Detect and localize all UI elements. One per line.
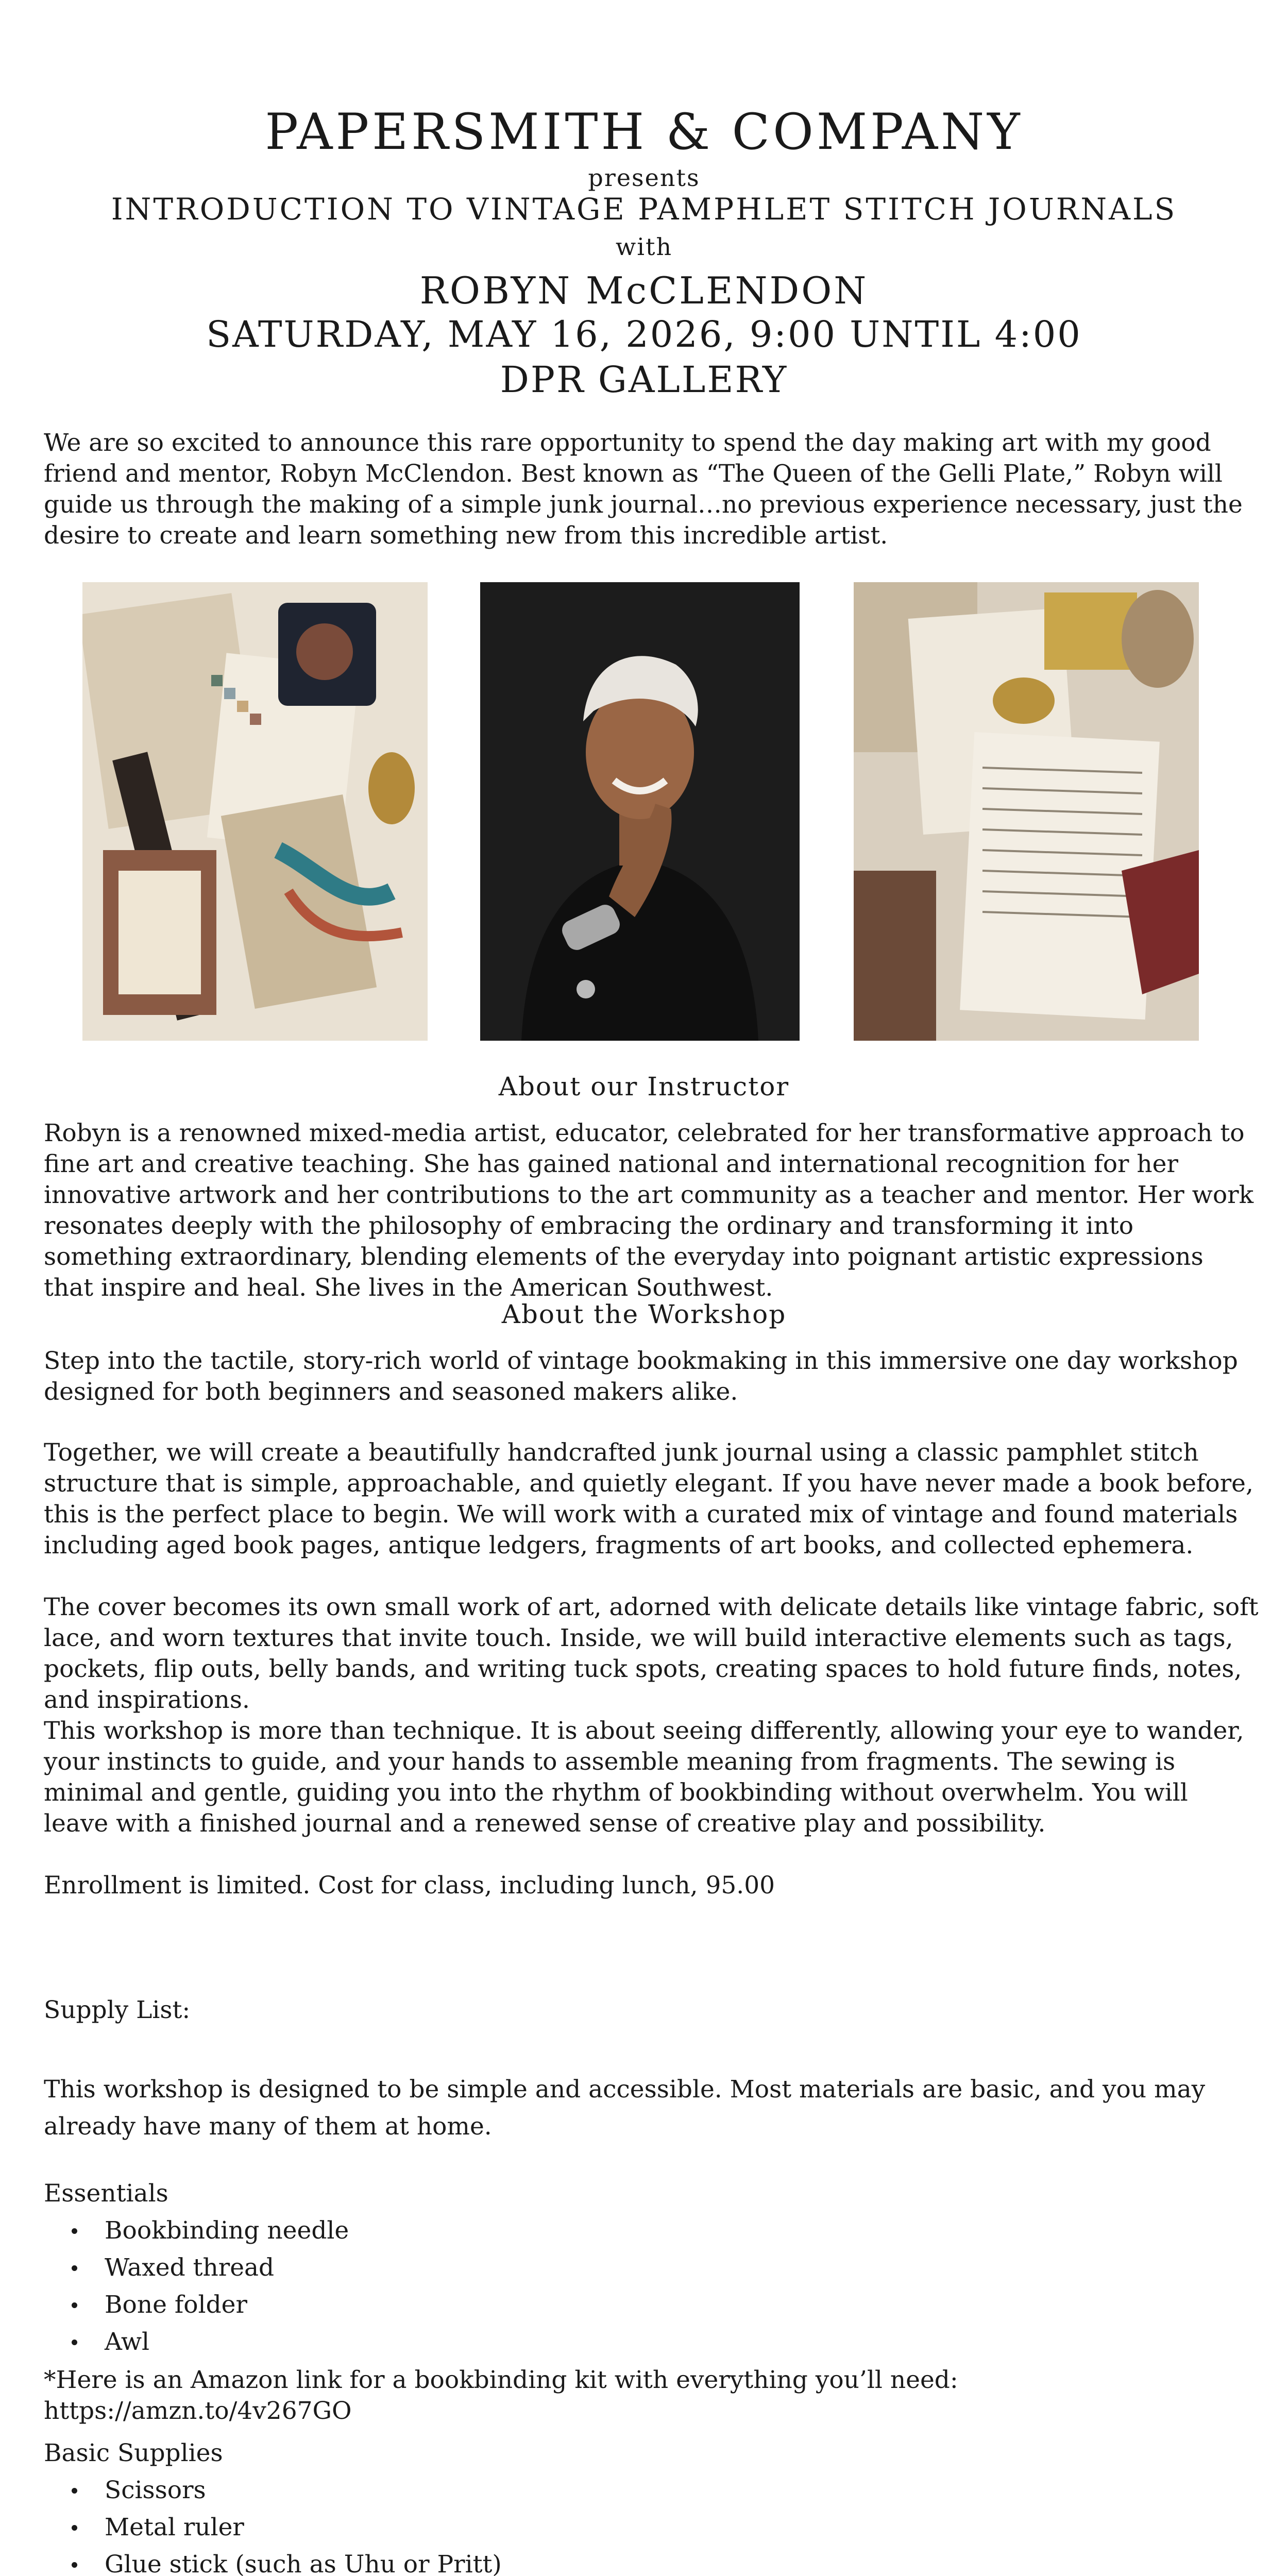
vintage-journal-collage-photo [82, 582, 428, 1041]
essentials-label: Essentials [44, 2179, 168, 2208]
basic-supplies-label: Basic Supplies [44, 2439, 223, 2467]
company-name: PAPERSMITH & COMPANY [265, 103, 1023, 161]
presents-line: presents [588, 164, 700, 192]
list-item: Metal ruler [105, 2509, 502, 2546]
instructor-name: ROBYN McCLENDON [419, 269, 869, 312]
supply-intro: This workshop is designed to be simple and accessible. Most materials are basic, and you may already have many of them at home. [44, 2075, 1206, 2141]
event-venue: DPR GALLERY [500, 359, 788, 401]
instructor-heading: About our Instructor [498, 1072, 790, 1101]
list-item: Scissors [105, 2472, 502, 2509]
event-date: SATURDAY, MAY 16, 2026, 9:00 UNTIL 4:00 [206, 313, 1082, 355]
workshop-paragraph-2: Together, we will create a beautifully handcrafted junk journal using a classic pamphlet stitch structure that is simple, approachable, and quietly elegant. If you have never made a book before, this is the perfect place to begin. We will work with a curated mix of vintage and found materials including aged book pages, antique ledgers, fragments of art books, and collected ephemera. [44, 1438, 1253, 1560]
workshop-paragraph-4: This workshop is more than technique. It is about seeing differently, allowing your eye to wander, your instincts to guide, and your hands to assemble meaning from fragments. The sewing is minimal and gentle, guiding you into the rhythm of bookbinding without overwhelm. You will leave with a finished journal and a renewed sense of creative play and possibility. [44, 1717, 1244, 1838]
workshop-paragraph-1: Step into the tactile, story-rich world of vintage bookmaking in this immersive one day workshop designed for both beginners and seasoned makers alike. [44, 1347, 1238, 1406]
intro-paragraph: We are so excited to announce this rare opportunity to spend the day making art with my good friend and mentor, Robyn McClendon. Best known as “The Queen of the Gelli Plate,” Robyn will guide us through the making of a simple junk journal…no previous experience necessary, just the desire to create and learn something new from this incredible artist. [44, 429, 1243, 550]
list-item: Awl [105, 2324, 349, 2361]
list-item: Bone folder [105, 2286, 349, 2324]
workshop-heading: About the Workshop [501, 1299, 787, 1329]
supply-list-heading: Supply List: [44, 1996, 191, 2024]
list-item: Waxed thread [105, 2249, 349, 2286]
list-item: Bookbinding needle [105, 2212, 349, 2249]
workshop-title: INTRODUCTION TO VINTAGE PAMPHLET STITCH JOURNALS [111, 192, 1177, 227]
enrollment-cost: Enrollment is limited. Cost for class, including lunch, 95.00 [44, 1871, 775, 1900]
list-item: Glue stick (such as Uhu or Pritt) [105, 2546, 502, 2576]
instructor-portrait-photo [480, 582, 800, 1041]
essentials-list [44, 2212, 349, 2361]
instructor-bio: Robyn is a renowned mixed-media artist, educator, celebrated for her transformative approach to fine art and creative teaching. She has gained national and international recognition for her innovative artwork and her contributions to the art community as a teacher and mentor. Her work resonates deeply with the philosophy of embracing the ordinary and transforming it into something extraordinary, blending elements of the everyday into poignant artistic expressions that inspire and heal. She lives in the American Southwest. [44, 1119, 1254, 1302]
with-line: with [615, 233, 673, 261]
basic-supplies-list [44, 2472, 502, 2576]
essentials-note: *Here is an Amazon link for a bookbinding kit with everything you’ll need: https://amzn.to/4v267GO [44, 2366, 958, 2425]
workshop-paragraph-3: The cover becomes its own small work of art, adorned with delicate details like vintage fabric, soft lace, and worn textures that invite touch. Inside, we will build interactive elements such as tags, pockets, flip outs, belly bands, and writing tuck spots, creating spaces to hold future finds, notes, and inspirations. [44, 1593, 1259, 1714]
ephemera-papers-photo [854, 582, 1199, 1041]
